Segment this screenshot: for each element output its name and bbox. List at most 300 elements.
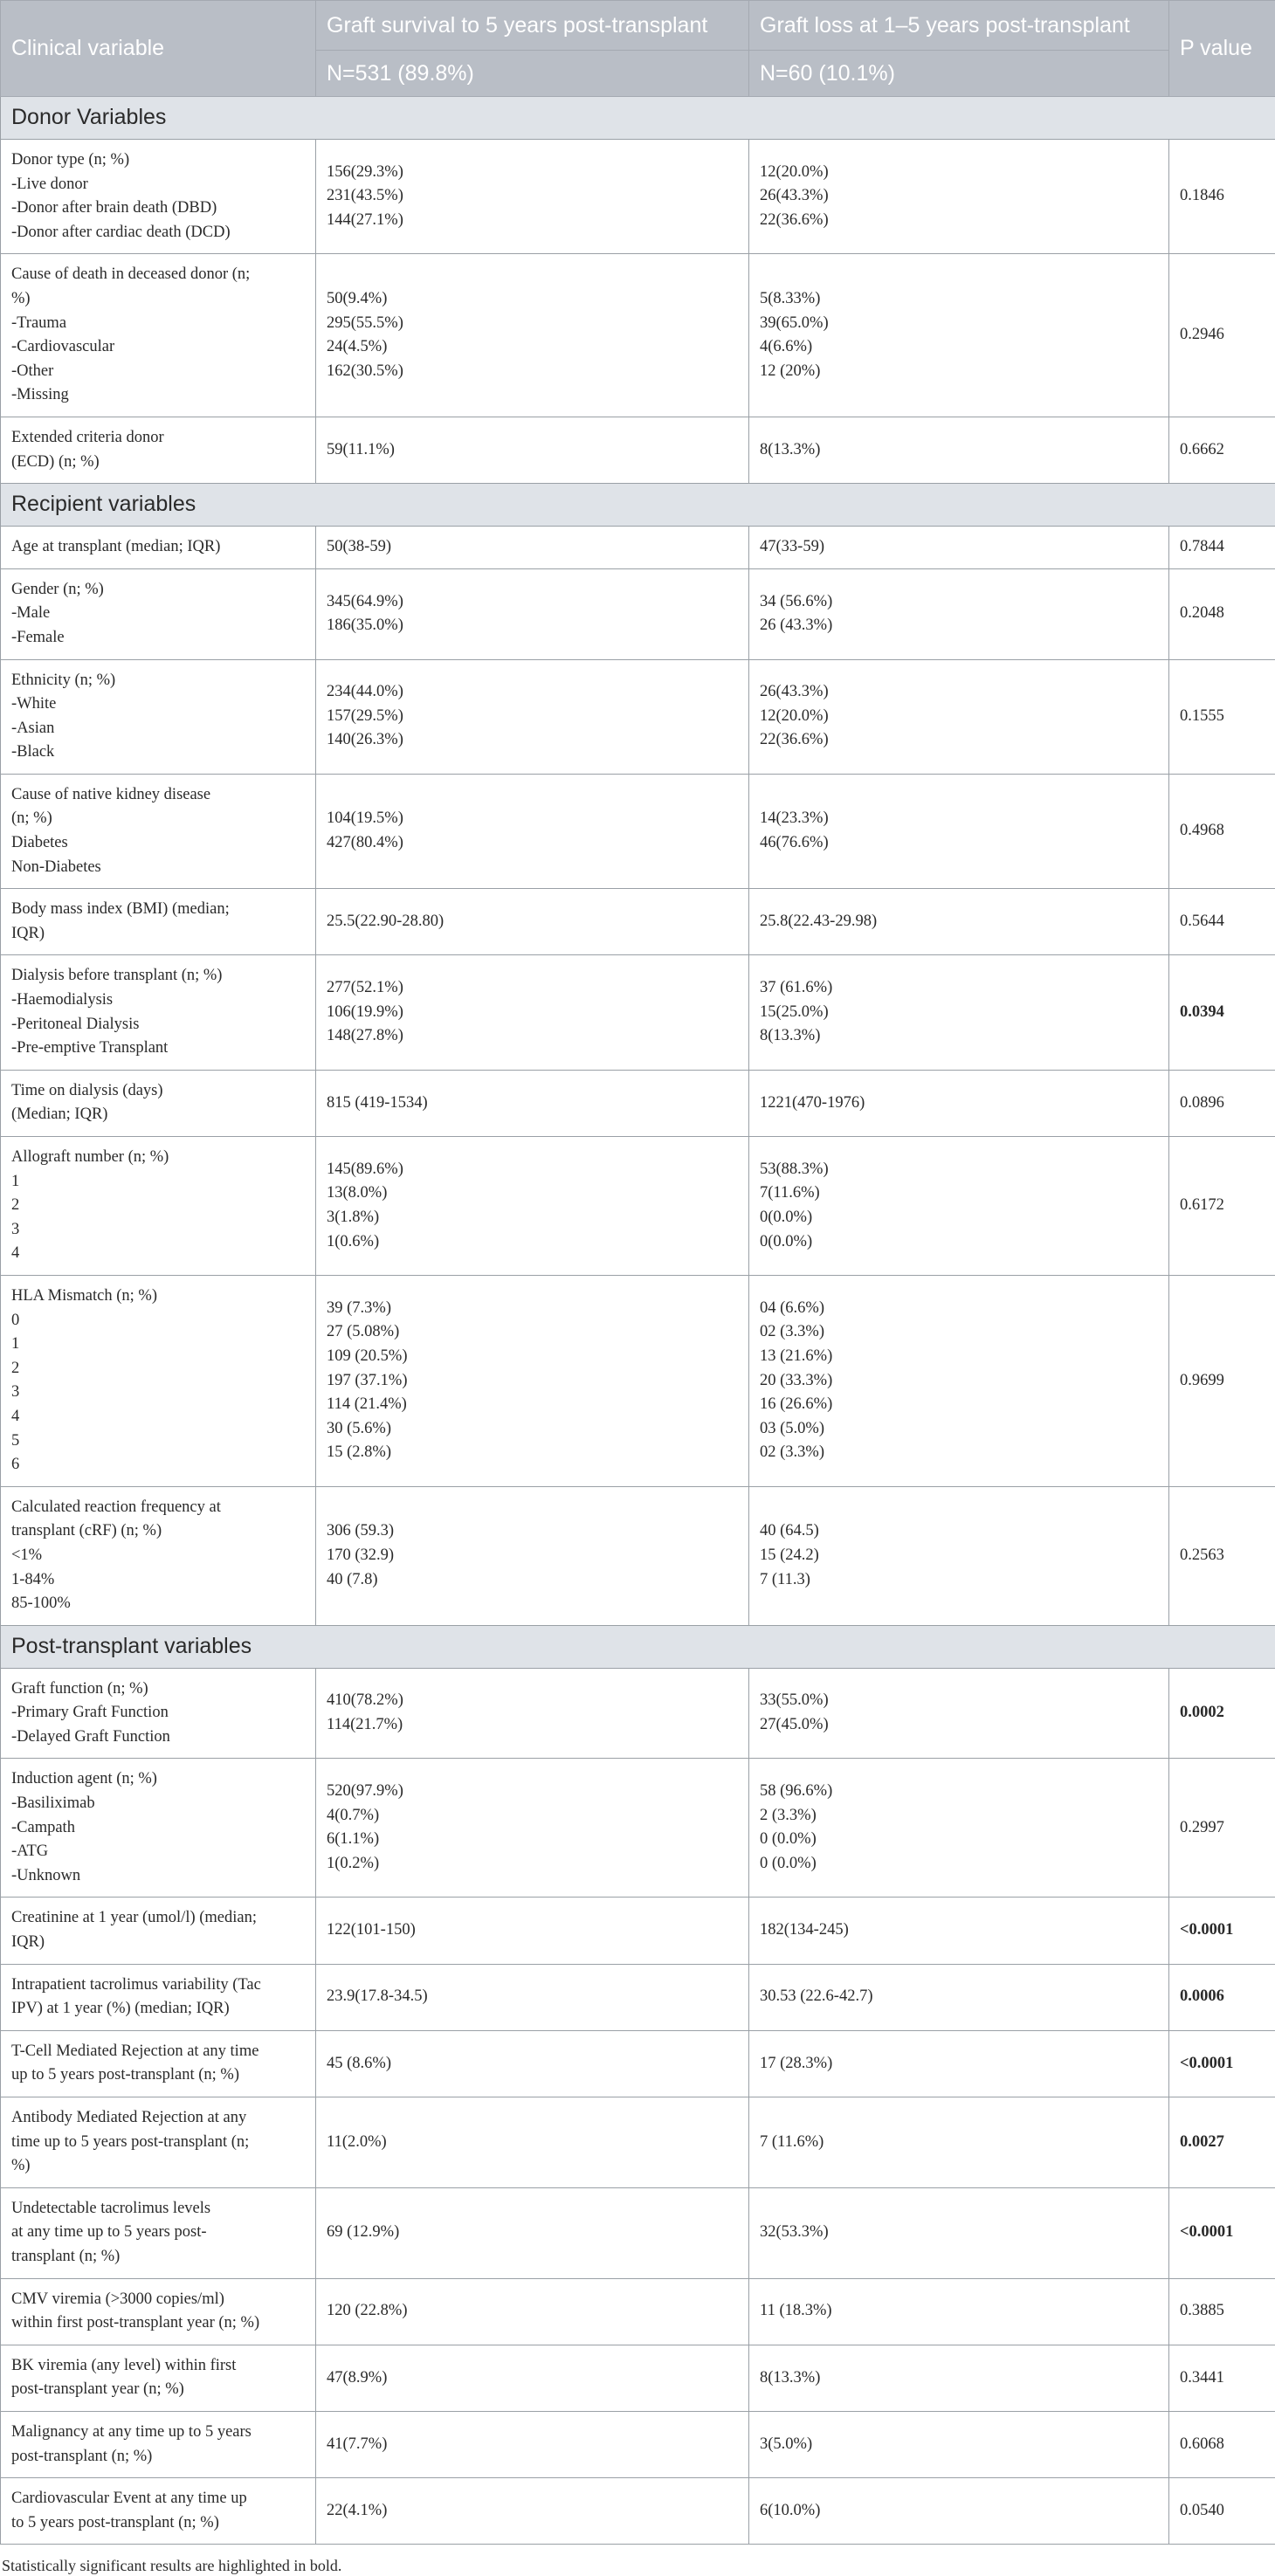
variable-label-line: -Male: [11, 604, 51, 623]
header-clinical-variable: Clinical variable: [1, 1, 316, 97]
graft-survival-value-line: 39 (7.3%): [327, 1298, 391, 1317]
p-value: <0.0001: [1169, 1898, 1275, 1964]
variable-label-line: -Campath: [11, 1818, 75, 1836]
variable-label: [1, 140, 316, 254]
graft-loss-value-line: 15 (24.2): [760, 1546, 819, 1564]
variable-label-line: (ECD) (n; %): [11, 452, 100, 471]
graft-loss-value-line: 30.53 (22.6-42.7): [760, 1987, 873, 2006]
graft-loss-value-line: 17 (28.3%): [760, 2054, 833, 2072]
graft-loss-value-line: 02 (3.3%): [760, 1443, 824, 1462]
graft-loss-value-line: 32(53.3%): [760, 2223, 829, 2242]
graft-survival-value: [316, 568, 749, 659]
variable-label-line: Age at transplant (median; IQR): [11, 538, 221, 556]
variable-label-line: 4: [11, 1244, 20, 1263]
graft-loss-value-line: 0 (0.0%): [760, 1830, 817, 1849]
variable-label-line: 0: [11, 1311, 20, 1329]
graft-loss-value: [749, 417, 1169, 483]
variable-label-line: -Missing: [11, 386, 69, 404]
graft-loss-value-line: 3(5.0%): [760, 2435, 813, 2453]
variable-label-line: IQR): [11, 924, 45, 942]
graft-survival-value: [316, 1964, 749, 2030]
variable-label-line: %): [11, 289, 31, 307]
graft-survival-value-line: 427(80.4%): [327, 834, 403, 852]
graft-loss-value: [749, 889, 1169, 955]
graft-loss-value-line: 26 (43.3%): [760, 616, 833, 635]
graft-loss-value-line: 12 (20%): [760, 362, 821, 380]
variable-label-line: T-Cell Mediated Rejection at any time: [11, 2042, 259, 2060]
table-row: [1, 659, 1275, 774]
variable-label-line: Donor type (n; %): [11, 151, 130, 169]
p-value: 0.4968: [1169, 774, 1275, 888]
variable-label-line: IQR): [11, 1933, 45, 1952]
variable-label-line: -Trauma: [11, 313, 67, 332]
graft-loss-value: [749, 2478, 1169, 2545]
variable-label-line: -Donor after cardiac death (DCD): [11, 223, 231, 241]
variable-label: [1, 2030, 316, 2097]
variable-label-line: Non-Diabetes: [11, 858, 101, 876]
variable-label-line: -Unknown: [11, 1866, 81, 1884]
variable-label-line: Cause of native kidney disease: [11, 785, 211, 803]
variable-label: [1, 774, 316, 888]
table-row: [1, 417, 1275, 483]
variable-label-line: post-transplant (n; %): [11, 2447, 153, 2465]
section-title: Donor Variables: [1, 97, 1275, 140]
graft-survival-value: [316, 2478, 749, 2545]
graft-survival-value-line: 13(8.0%): [327, 1184, 388, 1202]
graft-survival-value-line: 15 (2.8%): [327, 1443, 391, 1462]
variable-label: [1, 2278, 316, 2345]
graft-survival-value-line: 162(30.5%): [327, 362, 403, 380]
graft-loss-value-line: 46(76.6%): [760, 834, 829, 852]
graft-loss-value-line: 58 (96.6%): [760, 1782, 833, 1801]
p-value: 0.6068: [1169, 2411, 1275, 2477]
variable-label-line: within first post-transplant year (n; %): [11, 2314, 260, 2332]
variable-label-line: %): [11, 2157, 31, 2175]
graft-survival-value-line: 30 (5.6%): [327, 1419, 391, 1437]
graft-survival-value-line: 4(0.7%): [327, 1806, 380, 1824]
variable-label: [1, 527, 316, 569]
table-row: [1, 568, 1275, 659]
graft-survival-value-line: 23.9(17.8-34.5): [327, 1987, 428, 2006]
graft-survival-value-line: 50(38-59): [327, 538, 391, 556]
graft-survival-value-line: 186(35.0%): [327, 616, 403, 635]
variable-label-line: IPV) at 1 year (%) (median; IQR): [11, 2000, 230, 2018]
graft-survival-value-line: 22(4.1%): [327, 2501, 388, 2519]
graft-survival-value: [316, 1275, 749, 1486]
graft-survival-value-line: 277(52.1%): [327, 979, 403, 997]
variable-label-line: (n; %): [11, 809, 52, 828]
header-graft-loss-n: N=60 (10.1%): [749, 51, 1169, 97]
graft-survival-value-line: 156(29.3%): [327, 162, 403, 181]
graft-survival-value: [316, 1486, 749, 1625]
variable-label-line: Allograft number (n; %): [11, 1148, 169, 1166]
variable-label-line: -Peritoneal Dialysis: [11, 1015, 140, 1033]
table-row: [1, 254, 1275, 417]
graft-survival-value-line: 1(0.2%): [327, 1855, 380, 1873]
graft-survival-value-line: 11(2.0%): [327, 2132, 387, 2151]
variable-label-line: -ATG: [11, 1842, 49, 1861]
variable-label-line: 1: [11, 1335, 20, 1353]
p-value: <0.0001: [1169, 2187, 1275, 2278]
graft-loss-value-line: 37 (61.6%): [760, 979, 833, 997]
variable-label-line: post-transplant year (n; %): [11, 2380, 184, 2399]
graft-survival-value-line: 148(27.8%): [327, 1027, 403, 1045]
graft-loss-value-line: 14(23.3%): [760, 809, 829, 828]
graft-loss-value-line: 53(88.3%): [760, 1160, 829, 1178]
variable-label-line: Diabetes: [11, 834, 68, 852]
table-row: [1, 527, 1275, 569]
graft-survival-value: [316, 1759, 749, 1898]
p-value: 0.0394: [1169, 955, 1275, 1070]
variable-label-line: 85-100%: [11, 1595, 71, 1613]
graft-loss-value-line: 8(13.3%): [760, 1027, 821, 1045]
graft-loss-value-line: 15(25.0%): [760, 1002, 829, 1021]
graft-survival-value-line: 140(26.3%): [327, 731, 403, 749]
variable-label: [1, 1137, 316, 1276]
graft-loss-value: [749, 955, 1169, 1070]
graft-loss-value-line: 7(11.6%): [760, 1184, 820, 1202]
variable-label: [1, 1759, 316, 1898]
graft-loss-value: [749, 1964, 1169, 2030]
variable-label-line: Graft function (n; %): [11, 1679, 148, 1698]
graft-loss-value-line: 1221(470-1976): [760, 1093, 865, 1112]
graft-survival-value-line: 59(11.1%): [327, 440, 395, 458]
graft-loss-value: [749, 1070, 1169, 1136]
graft-loss-value-line: 22(36.6%): [760, 210, 829, 229]
p-value: 0.9699: [1169, 1275, 1275, 1486]
variable-label: [1, 254, 316, 417]
table-header: [1, 1, 1275, 97]
p-value: 0.3441: [1169, 2345, 1275, 2411]
variable-label-line: 2: [11, 1359, 20, 1377]
graft-survival-value: [316, 1137, 749, 1276]
graft-survival-value: [316, 140, 749, 254]
graft-loss-value-line: 0(0.0%): [760, 1208, 813, 1226]
variable-label-line: -Delayed Graft Function: [11, 1727, 170, 1746]
graft-loss-value-line: 8(13.3%): [760, 2368, 821, 2387]
variable-label-line: -White: [11, 695, 57, 713]
p-value: 0.2563: [1169, 1486, 1275, 1625]
variable-label-line: Time on dialysis (days): [11, 1081, 163, 1099]
graft-survival-value-line: 114 (21.4%): [327, 1395, 407, 1414]
graft-survival-value-line: 410(78.2%): [327, 1691, 403, 1710]
variable-label-line: -Pre-emptive Transplant: [11, 1039, 169, 1057]
table-row: [1, 1964, 1275, 2030]
table-row: [1, 1486, 1275, 1625]
graft-loss-value-line: 39(65.0%): [760, 313, 829, 332]
graft-survival-value-line: 234(44.0%): [327, 683, 403, 701]
graft-loss-value-line: 03 (5.0%): [760, 1419, 824, 1437]
graft-loss-value-line: 7 (11.6%): [760, 2132, 824, 2151]
p-value: 0.0540: [1169, 2478, 1275, 2545]
p-value: 0.2946: [1169, 254, 1275, 417]
graft-loss-value: [749, 2097, 1169, 2188]
footnote: Statistically significant results are highlighted in bold.: [2, 2557, 342, 2575]
table-row: [1, 1898, 1275, 1964]
graft-survival-value-line: 3(1.8%): [327, 1208, 380, 1226]
graft-loss-value-line: 26(43.3%): [760, 187, 829, 205]
p-value: 0.3885: [1169, 2278, 1275, 2345]
graft-loss-value: [749, 1137, 1169, 1276]
variable-label-line: 1: [11, 1172, 20, 1190]
p-value: 0.5644: [1169, 889, 1275, 955]
variable-label: [1, 1898, 316, 1964]
graft-loss-value-line: 33(55.0%): [760, 1691, 829, 1710]
graft-survival-value-line: 144(27.1%): [327, 210, 403, 229]
variable-label-line: -Primary Graft Function: [11, 1704, 169, 1722]
variable-label-line: 1-84%: [11, 1570, 55, 1588]
graft-survival-value: [316, 774, 749, 888]
graft-loss-value: [749, 1486, 1169, 1625]
p-value: 0.0027: [1169, 2097, 1275, 2188]
graft-survival-value: [316, 254, 749, 417]
graft-loss-value-line: 04 (6.6%): [760, 1298, 824, 1317]
graft-survival-value-line: 306 (59.3): [327, 1522, 395, 1540]
graft-loss-value-line: 11 (18.3%): [760, 2302, 832, 2320]
table-row: [1, 2030, 1275, 2097]
variable-label-line: 2: [11, 1196, 20, 1215]
table-row: [1, 1070, 1275, 1136]
variable-label: [1, 1486, 316, 1625]
graft-loss-value: [749, 1898, 1169, 1964]
graft-survival-value-line: 295(55.5%): [327, 313, 403, 332]
section-header-row: [1, 484, 1275, 527]
graft-survival-value-line: 231(43.5%): [327, 187, 403, 205]
p-value: 0.0006: [1169, 1964, 1275, 2030]
variable-label-line: at any time up to 5 years post-: [11, 2223, 207, 2242]
graft-survival-value-line: 815 (419-1534): [327, 1093, 428, 1112]
graft-survival-value: [316, 659, 749, 774]
graft-survival-value-line: 345(64.9%): [327, 592, 403, 610]
graft-loss-value-line: 8(13.3%): [760, 440, 821, 458]
graft-survival-value: [316, 2278, 749, 2345]
table-row: [1, 2345, 1275, 2411]
graft-loss-value-line: 6(10.0%): [760, 2501, 821, 2519]
section-title: Post-transplant variables: [1, 1625, 1275, 1668]
variable-label-line: Extended criteria donor: [11, 428, 164, 446]
variable-label: [1, 2097, 316, 2188]
graft-loss-value: [749, 1668, 1169, 1759]
variable-label-line: 4: [11, 1407, 20, 1425]
variable-label-line: Ethnicity (n; %): [11, 671, 116, 689]
graft-survival-value-line: 6(1.1%): [327, 1830, 380, 1849]
graft-survival-value-line: 109 (20.5%): [327, 1347, 408, 1365]
variable-label-line: -Donor after brain death (DBD): [11, 199, 217, 217]
table-row: [1, 1275, 1275, 1486]
p-value: 0.6662: [1169, 417, 1275, 483]
variable-label-line: Intrapatient tacrolimus variability (Tac: [11, 1975, 261, 1994]
graft-loss-value-line: 40 (64.5): [760, 1522, 819, 1540]
variable-label-line: Body mass index (BMI) (median;: [11, 900, 230, 919]
section-header-row: [1, 1625, 1275, 1668]
graft-survival-value-line: 47(8.9%): [327, 2368, 388, 2387]
graft-survival-value-line: 120 (22.8%): [327, 2302, 408, 2320]
variable-label-line: Induction agent (n; %): [11, 1770, 157, 1788]
variable-label: [1, 889, 316, 955]
graft-survival-value-line: 25.5(22.90-28.80): [327, 913, 445, 931]
table-body: [1, 97, 1275, 2545]
graft-loss-value: [749, 659, 1169, 774]
graft-survival-value: [316, 889, 749, 955]
variable-label-line: 5: [11, 1431, 20, 1450]
graft-survival-value: [316, 955, 749, 1070]
table-row: [1, 2187, 1275, 2278]
variable-label-line: 6: [11, 1456, 20, 1474]
header-graft-survival: Graft survival to 5 years post-transplant: [316, 1, 749, 51]
variable-label-line: HLA Mismatch (n; %): [11, 1286, 157, 1305]
p-value: 0.0896: [1169, 1070, 1275, 1136]
graft-survival-value-line: 50(9.4%): [327, 289, 388, 307]
variable-label-line: BK viremia (any level) within first: [11, 2356, 237, 2374]
graft-survival-value: [316, 2187, 749, 2278]
graft-survival-value: [316, 2030, 749, 2097]
graft-loss-value-line: 5(8.33%): [760, 289, 821, 307]
graft-survival-value-line: 69 (12.9%): [327, 2223, 400, 2242]
variable-label-line: Calculated reaction frequency at: [11, 1498, 221, 1516]
variable-label-line: Antibody Mediated Rejection at any: [11, 2109, 247, 2126]
table-row: [1, 140, 1275, 254]
table-row: [1, 1759, 1275, 1898]
graft-loss-value-line: 26(43.3%): [760, 683, 829, 701]
variable-label-line: -Asian: [11, 719, 55, 737]
graft-loss-value-line: 47(33-59): [760, 538, 824, 556]
table-row: [1, 1137, 1275, 1276]
variable-label-line: Undetectable tacrolimus levels: [11, 2199, 211, 2217]
graft-loss-value: [749, 527, 1169, 569]
graft-survival-value: [316, 1668, 749, 1759]
graft-loss-value: [749, 568, 1169, 659]
graft-loss-value: [749, 1275, 1169, 1486]
variable-label: [1, 2345, 316, 2411]
graft-survival-value-line: 27 (5.08%): [327, 1323, 400, 1341]
variable-label-line: -Black: [11, 743, 55, 761]
p-value: 0.7844: [1169, 527, 1275, 569]
graft-loss-value-line: 20 (33.3%): [760, 1371, 833, 1389]
p-value: 0.6172: [1169, 1137, 1275, 1276]
graft-loss-value-line: 12(20.0%): [760, 706, 829, 725]
variable-label-line: 3: [11, 1220, 20, 1238]
variable-label: [1, 955, 316, 1070]
graft-survival-value-line: 40 (7.8): [327, 1570, 378, 1588]
p-value: 0.0002: [1169, 1668, 1275, 1759]
header-graft-survival-n: N=531 (89.8%): [316, 51, 749, 97]
variable-label: [1, 1964, 316, 2030]
table-row: [1, 955, 1275, 1070]
variable-label: [1, 2411, 316, 2477]
graft-survival-value-line: 45 (8.6%): [327, 2054, 391, 2072]
graft-loss-value-line: 12(20.0%): [760, 162, 829, 181]
graft-survival-value-line: 170 (32.9): [327, 1546, 395, 1564]
table-row: [1, 2478, 1275, 2545]
graft-survival-value-line: 122(101-150): [327, 1921, 416, 1939]
p-value: 0.1555: [1169, 659, 1275, 774]
table-row: [1, 2278, 1275, 2345]
graft-survival-value-line: 1(0.6%): [327, 1232, 380, 1250]
variable-label-line: time up to 5 years post-transplant (n;: [11, 2132, 250, 2151]
table-row: [1, 889, 1275, 955]
variable-label: [1, 2478, 316, 2545]
variable-label-line: -Basiliximab: [11, 1794, 95, 1813]
variable-label-line: -Other: [11, 362, 54, 380]
graft-loss-value: [749, 2345, 1169, 2411]
p-value: <0.0001: [1169, 2030, 1275, 2097]
graft-loss-value-line: 2 (3.3%): [760, 1806, 817, 1824]
header-graft-loss: Graft loss at 1–5 years post-transplant: [749, 1, 1169, 51]
graft-survival-value-line: 104(19.5%): [327, 809, 403, 828]
graft-loss-value-line: 13 (21.6%): [760, 1347, 833, 1365]
table-row: [1, 1668, 1275, 1759]
graft-survival-value: [316, 527, 749, 569]
graft-survival-value-line: 24(4.5%): [327, 338, 388, 356]
variable-label: [1, 1275, 316, 1486]
variable-label-line: Creatinine at 1 year (umol/l) (median;: [11, 1909, 257, 1927]
graft-loss-value-line: 182(134-245): [760, 1921, 849, 1939]
graft-survival-value-line: 41(7.7%): [327, 2435, 388, 2453]
variable-label-line: -Live donor: [11, 175, 88, 193]
graft-loss-value-line: 7 (11.3): [760, 1570, 810, 1588]
graft-loss-value-line: 0 (0.0%): [760, 1855, 817, 1873]
graft-loss-value: [749, 2030, 1169, 2097]
graft-loss-value: [749, 774, 1169, 888]
variable-label-line: Gender (n; %): [11, 580, 104, 598]
variable-label-line: CMV viremia (>3000 copies/ml): [11, 2290, 224, 2308]
graft-loss-value-line: 16 (26.6%): [760, 1395, 833, 1414]
variable-label: [1, 1070, 316, 1136]
graft-loss-value-line: 02 (3.3%): [760, 1323, 824, 1341]
variable-label-line: transplant (n; %): [11, 2247, 121, 2265]
variable-label-line: 3: [11, 1383, 20, 1402]
graft-loss-value: [749, 254, 1169, 417]
variable-label-line: Cause of death in deceased donor (n;: [11, 265, 251, 284]
variable-label-line: <1%: [11, 1546, 43, 1564]
variable-label-line: up to 5 years post-transplant (n; %): [11, 2066, 239, 2084]
graft-loss-value: [749, 2411, 1169, 2477]
table-row: [1, 2411, 1275, 2477]
p-value: 0.2048: [1169, 568, 1275, 659]
variable-label-line: Cardiovascular Event at any time up: [11, 2490, 247, 2508]
graft-loss-value-line: 25.8(22.43-29.98): [760, 913, 878, 931]
graft-survival-value-line: 145(89.6%): [327, 1160, 403, 1178]
variable-label-line: -Female: [11, 628, 65, 646]
table-row: [1, 2097, 1275, 2188]
graft-survival-value-line: 520(97.9%): [327, 1782, 403, 1801]
variable-label-line: -Cardiovascular: [11, 338, 115, 356]
variable-label: [1, 659, 316, 774]
variable-label-line: (Median; IQR): [11, 1105, 108, 1124]
graft-survival-value: [316, 417, 749, 483]
graft-survival-value-line: 157(29.5%): [327, 706, 403, 725]
p-value: 0.1846: [1169, 140, 1275, 254]
header-p-value: P value: [1169, 1, 1275, 97]
variable-label-line: transplant (cRF) (n; %): [11, 1522, 162, 1540]
section-header-row: [1, 97, 1275, 140]
table-row: [1, 774, 1275, 888]
graft-survival-value: [316, 2411, 749, 2477]
graft-survival-value: [316, 2097, 749, 2188]
graft-loss-value: [749, 2187, 1169, 2278]
graft-loss-value-line: 22(36.6%): [760, 731, 829, 749]
variable-label-line: Dialysis before transplant (n; %): [11, 967, 223, 985]
graft-survival-value-line: 197 (37.1%): [327, 1371, 408, 1389]
graft-survival-value: [316, 1070, 749, 1136]
graft-loss-value-line: 34 (56.6%): [760, 592, 833, 610]
variable-label: [1, 417, 316, 483]
variable-label-line: to 5 years post-transplant (n; %): [11, 2513, 219, 2531]
graft-loss-value: [749, 2278, 1169, 2345]
variable-label: [1, 568, 316, 659]
graft-survival-value-line: 106(19.9%): [327, 1002, 403, 1021]
graft-survival-value: [316, 1898, 749, 1964]
